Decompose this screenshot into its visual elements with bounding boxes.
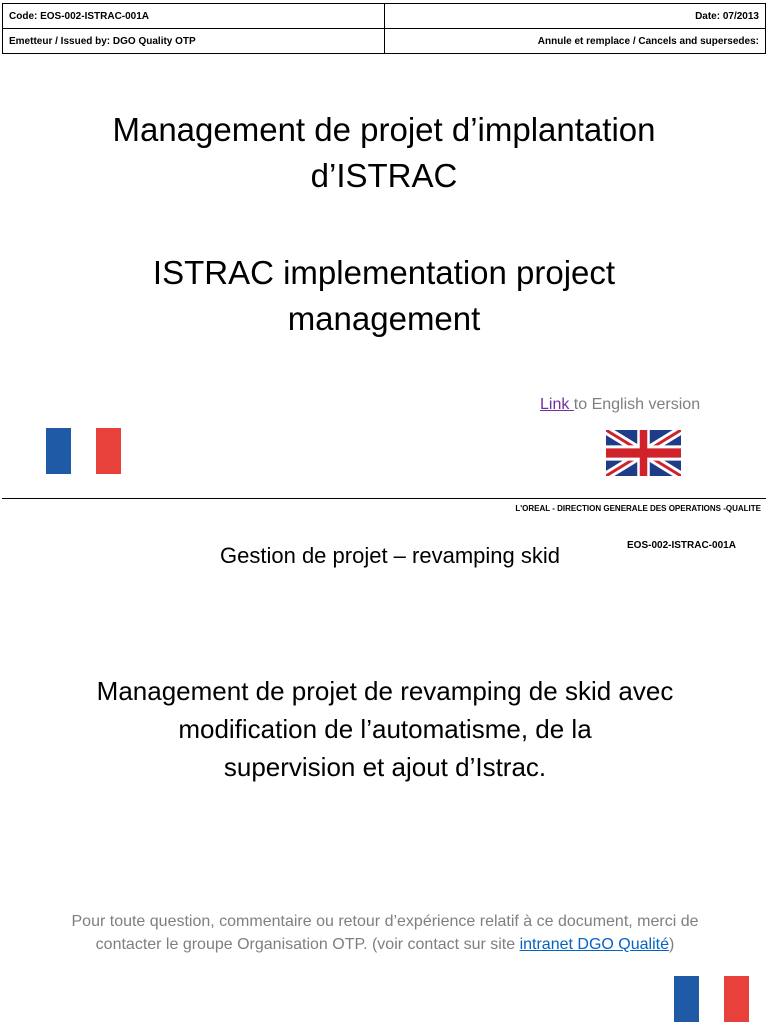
- subtitle: Gestion de projet – revamping skid: [220, 543, 560, 568]
- footer-line2: [10, 933, 760, 956]
- title-english-line2: management: [287, 300, 481, 337]
- uk-flag-icon[interactable]: [606, 430, 681, 476]
- french-flag-icon: [46, 428, 121, 474]
- english-version-text: to English version: [573, 396, 701, 413]
- description: [40, 672, 730, 786]
- english-version-link-line: [540, 396, 750, 414]
- document-issuer: Emetteur / Issued by: DGO Quality OTP: [3, 29, 385, 54]
- intranet-link[interactable]: intranet DGO Qualité: [519, 936, 669, 953]
- document-code: Code: EOS-002-ISTRAC-001A: [3, 4, 385, 29]
- description-line2: modification de l’automatisme, de la: [178, 714, 592, 744]
- title-french-line1: Management de projet d’implantation: [112, 111, 656, 148]
- document-header-table: [2, 3, 766, 54]
- footer-line2-suffix: ): [668, 936, 675, 953]
- document-date: Date: 07/2013: [384, 4, 766, 29]
- description-line1: Management de projet de revamping de skid avec: [96, 676, 674, 706]
- footer-contact: [10, 910, 760, 956]
- french-flag-icon: [674, 976, 749, 1022]
- footer-line2-prefix: contacter le groupe Organisation OTP. (voir contact sur site: [95, 936, 520, 953]
- document-supersedes: Annule et remplace / Cancels and supersedes:: [384, 29, 766, 54]
- description-line3: supervision et ajout d’Istrac.: [223, 752, 547, 782]
- title-french-line2: d’ISTRAC: [310, 157, 458, 194]
- english-version-link[interactable]: Link: [540, 396, 574, 413]
- company-line: L'OREAL - DIRECTION GENERALE DES OPERATIONS -QUALITE: [515, 504, 761, 513]
- title-english-line1: ISTRAC implementation project: [152, 254, 616, 291]
- footer-line1: Pour toute question, commentaire ou retour d’expérience relatif à ce document, merci de: [71, 913, 699, 930]
- page-divider: [2, 498, 766, 499]
- document-code-secondary: EOS-002-ISTRAC-001A: [627, 540, 736, 551]
